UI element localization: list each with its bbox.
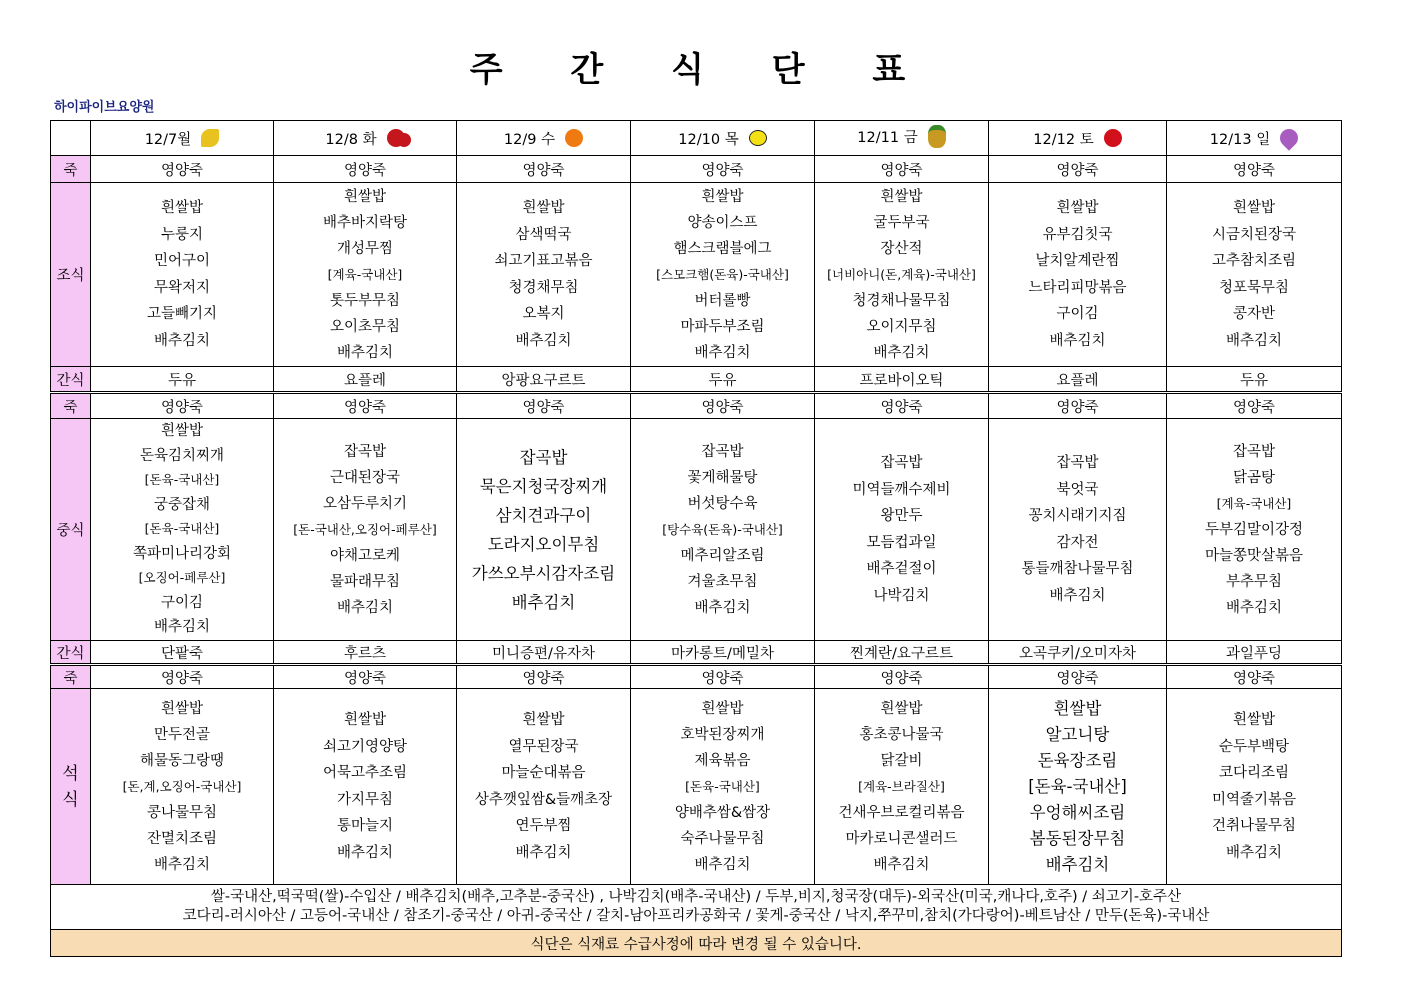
menu-cell: 영양죽 [1167,156,1342,183]
menu-cell [274,419,457,641]
menu-cell: 미니증편/유자차 [457,641,631,665]
apple-icon [1104,129,1122,147]
menu-cell: 영양죽 [457,393,631,419]
menu-cell: 영양죽 [989,393,1167,419]
menu-item: 묵은지청국장찌개 [479,476,608,496]
menu-cell [1167,419,1342,641]
menu-item: 배추김치 [1049,332,1106,349]
morning-snack-row [51,367,1342,393]
menu-cell: 영양죽 [631,665,815,689]
origin-line: 쌀-국내산,떡국떡(쌀)-수입산 / 배추김치(배추,고추분-중국산) , 나박김치(배추-국내산) / 두부,비지,청국장(대두)-외국산(미국,캐나다,호주) / 쇠고기-호주산 [210,889,1182,905]
lemon-icon [749,130,767,146]
menu-item: 배추김치 [1225,844,1283,861]
menu-item: [오징어-페루산] [138,570,226,586]
menu-item: [계육-국내산] [327,266,403,282]
menu-item: 가지무침 [336,791,394,808]
afternoon-snack-row [51,641,1342,665]
origin-info [51,885,1342,930]
menu-item: 배추김치 [336,844,394,861]
menu-item: 배추바지락탕 [322,214,408,231]
menu-item: 배추김치 [1049,587,1106,604]
menu-item: [돈육-국내산] [685,778,760,794]
menu-cell: 영양죽 [91,393,274,419]
menu-cell: 영양죽 [815,156,989,183]
menu-item: 마늘순대볶음 [501,765,586,781]
menu-cell [631,183,815,367]
menu-item: 미역줄기볶음 [1211,791,1297,808]
menu-cell [989,419,1167,641]
menu-item: 알고니탕 [1045,724,1110,744]
menu-item: 궁중잡채 [153,496,211,513]
menu-cell: 두유 [1167,367,1342,393]
menu-item: 버섯탕수육 [687,495,758,512]
menu-cell [989,689,1167,885]
lunch-porridge-row [51,393,1342,419]
menu-cell: 프로바이오틱 [815,367,989,393]
menu-cell [815,689,989,885]
menu-item: 흰쌀밥 [160,423,204,440]
menu-cell: 영양죽 [91,665,274,689]
menu-cell: 영양죽 [274,393,457,419]
menu-item: 배추김치 [153,856,211,873]
menu-item: 배추김치 [694,856,751,873]
menu-item: 마파두부조림 [680,318,765,335]
menu-item: 배추김치 [336,344,394,361]
menu-item: 열무된장국 [508,738,579,755]
menu-item: 쇠고기표고볶음 [494,253,593,269]
menu-item: 오이지무침 [866,318,937,335]
menu-cell: 영양죽 [1167,665,1342,689]
page-title: 주 간 식 단 표 [469,50,934,90]
menu-cell: 두유 [91,367,274,393]
menu-item: 흰쌀밥 [880,188,923,205]
menu-item: 쪽파미나리강회 [132,545,232,562]
grape-icon [1276,125,1301,150]
menu-cell [815,419,989,641]
menu-item: 햄스크램블에그 [673,240,772,257]
menu-cell: 영양죽 [457,156,631,183]
row-label-breakfast: 조식 [51,183,91,367]
menu-item: 나박김치 [873,587,930,604]
menu-item: 흰쌀밥 [1053,698,1102,718]
menu-cell [457,689,631,885]
menu-item: 삼색떡국 [515,226,572,243]
menu-item: 우엉해씨조림 [1029,802,1126,822]
menu-item: 홍초콩나물국 [859,726,944,743]
menu-cell [91,689,274,885]
menu-item: 배추김치 [153,619,211,636]
day-header: 12/11 금 [815,121,989,156]
weekly-menu-table [50,120,1342,957]
menu-item: 잡곡밥 [880,455,923,471]
dinner-row [51,689,1342,885]
row-label-lunch: 중식 [51,419,91,641]
menu-item: 콩나물무침 [146,804,218,821]
menu-cell: 영양죽 [989,665,1167,689]
menu-item: 구이김 [1056,306,1099,322]
notice-text: 식단은 식재료 수급사정에 따라 변경 될 수 있습니다. [51,930,1342,957]
menu-item: 부추무침 [1225,573,1283,590]
menu-item: 배추김치 [153,332,211,349]
pineapple-icon [928,125,946,148]
menu-item: [계육-브라질산] [858,778,945,794]
menu-item: 야채고로케 [329,547,401,564]
menu-item: 닭곰탕 [1232,469,1276,486]
menu-cell [631,689,815,885]
menu-item: 쇠고기영양탕 [322,738,408,755]
menu-item: 만두전골 [153,726,211,743]
origin-row [51,885,1342,930]
menu-cell: 과일푸딩 [1167,641,1342,665]
menu-cell [631,419,815,641]
menu-cell: 영양죽 [91,156,274,183]
breakfast-porridge-row [51,156,1342,183]
menu-item: 배추김치 [694,599,751,616]
day-header: 12/12 토 [989,121,1167,156]
row-label-porridge: 죽 [51,393,91,419]
menu-item: [탕수육(돈육)-국내산] [662,521,783,537]
menu-cell: 영양죽 [274,665,457,689]
menu-item: 흰쌀밥 [701,700,744,717]
menu-item: 배추김치 [1045,854,1110,874]
menu-item: 흰쌀밥 [1232,200,1276,216]
notice-row [51,930,1342,957]
menu-item: [계육-국내산] [1216,495,1292,511]
menu-cell: 앙팡요구르트 [457,367,631,393]
menu-item: 통마늘지 [336,818,394,834]
menu-item: 고들빼기지 [146,306,218,322]
menu-item: 누룽지 [160,226,204,243]
orange-icon [565,129,583,147]
menu-item: 숙주나물무침 [680,830,765,847]
menu-item: 마카로니콘샐러드 [845,830,958,847]
menu-cell: 영양죽 [457,665,631,689]
menu-item: [너비아니(돈,계육)-국내산] [827,266,976,282]
menu-item: 북엇국 [1056,481,1099,498]
menu-item: 흰쌀밥 [522,712,565,728]
menu-item: 흰쌀밥 [1056,200,1099,216]
menu-cell [815,183,989,367]
menu-item: 모듬컵과일 [866,534,937,551]
menu-item: 도라지오이무침 [487,534,600,554]
menu-item: [돈,계,오징어-국내산] [122,778,242,794]
menu-cell: 영양죽 [989,156,1167,183]
menu-item: 건새우브로컬리볶음 [838,804,965,821]
menu-cell [274,689,457,885]
day-header: 12/10 목 [631,121,815,156]
menu-cell: 요플레 [989,367,1167,393]
menu-cell [1167,689,1342,885]
banana-icon [201,129,219,147]
dinner-porridge-row [51,665,1342,689]
menu-item: 코다리조림 [1218,765,1290,781]
menu-item: 배추김치 [873,344,930,361]
breakfast-row [51,183,1342,367]
menu-item: [돈육-국내산] [1028,776,1127,796]
menu-item: 근대된장국 [329,469,401,486]
menu-cell: 오곡쿠키/오미자차 [989,641,1167,665]
menu-item: 버터롤빵 [694,292,751,309]
menu-item: 제육볶음 [694,752,751,769]
menu-item: 흰쌀밥 [343,188,387,205]
menu-item: [돈육-국내산] [144,521,220,537]
menu-item: 장산적 [880,240,923,257]
menu-item: 오복지 [522,306,565,322]
menu-cell [989,183,1167,367]
menu-item: 배추김치 [515,844,572,861]
menu-item: 느타리피망볶음 [1028,279,1127,296]
menu-item: 호박된장찌개 [680,726,765,743]
menu-item: 흰쌀밥 [160,200,204,216]
menu-item: 상추깻잎쌈&들깨초장 [474,791,613,808]
menu-item: 콩자반 [1232,306,1276,322]
menu-item: 오삼두루치기 [322,495,408,512]
day-header: 12/9 수 [457,121,631,156]
menu-cell [91,183,274,367]
menu-item: 배추겉절이 [866,561,937,577]
row-label-snack: 간식 [51,641,91,665]
menu-cell [457,183,631,367]
menu-item: 마늘쫑맛살볶음 [1204,547,1304,564]
menu-item: 배추김치 [1225,332,1283,349]
menu-item: 날치알계란찜 [1035,253,1120,269]
menu-item: 물파래무침 [329,573,401,590]
menu-cell: 영양죽 [815,665,989,689]
day-header-row [51,121,1342,156]
menu-item: 시금치된장국 [1211,226,1297,243]
lunch-row [51,419,1342,641]
menu-item: 양배추쌈&쌈장 [674,804,771,821]
menu-item: 순두부백탕 [1218,738,1290,755]
menu-item: 잡곡밥 [1232,443,1276,460]
menu-item: 톳두부무침 [329,292,401,309]
menu-cell [1167,183,1342,367]
menu-item: 닭갈비 [880,752,923,769]
day-header: 12/8 화 [274,121,457,156]
corner-cell [51,121,91,156]
menu-item: 청경채무침 [508,279,579,296]
menu-item: 어묵고추조림 [322,765,408,781]
menu-item: 유부김칫국 [1042,226,1113,243]
menu-cell: 영양죽 [815,393,989,419]
menu-item: [돈육-국내산] [144,472,220,488]
origin-line: 코다리-러시아산 / 고등어-국내산 / 참조기-중국산 / 아귀-중국산 / 갈치-남아프리카공화국 / 꽃게-중국산 / 낙지,쭈꾸미,참치(가다랑어)-베트남산 / 만두(돈육)-국내산 [182,908,1210,924]
menu-item: 청포묵무침 [1218,279,1290,296]
menu-item: 꽁치시래기지짐 [1028,508,1127,524]
menu-item: 왕만두 [880,508,923,524]
menu-cell: 영양죽 [631,393,815,419]
row-label-dinner: 석 식 [51,689,91,885]
menu-cell: 영양죽 [631,156,815,183]
menu-item: 흰쌀밥 [343,712,387,728]
row-label-snack: 간식 [51,367,91,393]
menu-item: 개성무찜 [336,240,394,257]
menu-item: 고추참치조림 [1211,253,1297,269]
menu-item: 배추김치 [515,332,572,349]
menu-item: 흰쌀밥 [522,200,565,216]
facility-name: 하이파이브요양원 [54,100,155,115]
menu-item: 돈육장조림 [1037,750,1118,770]
menu-item: 구이김 [160,594,204,611]
menu-item: 굴두부국 [873,214,930,231]
menu-cell: 요플레 [274,367,457,393]
menu-item: 배추김치 [1225,599,1283,616]
row-label-porridge: 죽 [51,156,91,183]
menu-cell: 영양죽 [1167,393,1342,419]
menu-item: 배추김치 [694,344,751,361]
menu-item: 무왁저지 [153,279,211,296]
menu-item: 메추리알조림 [680,547,765,564]
menu-cell: 마카롱트/메밀차 [631,641,815,665]
menu-cell: 단팥죽 [91,641,274,665]
menu-cell: 영양죽 [274,156,457,183]
menu-item: 가쓰오부시감자조림 [471,563,616,583]
menu-item: 미역들깨수제비 [852,481,951,498]
cherry-icon [387,129,405,147]
menu-item: 오이초무침 [329,318,401,335]
menu-item: [돈-국내산,오징어-페루산] [293,521,437,537]
menu-item: 통들깨참나물무침 [1021,561,1134,577]
menu-cell: 후르츠 [274,641,457,665]
menu-item: 감자전 [1056,534,1099,551]
menu-item: 돈육김치찌개 [139,447,225,464]
menu-item: 봄동된장무침 [1029,828,1126,848]
menu-item: 연두부찜 [515,818,572,834]
menu-item: 해물동그랑땡 [139,752,225,769]
menu-item: 흰쌀밥 [880,700,923,717]
menu-item: 잡곡밥 [343,443,387,460]
menu-cell: 찐계란/요구르트 [815,641,989,665]
menu-item: 잔멸치조림 [146,830,218,847]
menu-item: 건취나물무침 [1211,818,1297,834]
menu-item: 흰쌀밥 [1232,712,1276,728]
day-header: 12/7월 [91,121,274,156]
menu-item: 잡곡밥 [1056,455,1099,471]
menu-item: 두부김말이강정 [1204,521,1304,538]
menu-item: 배추김치 [873,856,930,873]
menu-item: 흰쌀밥 [701,188,744,205]
menu-item: 잡곡밥 [701,443,744,460]
row-label-porridge: 죽 [51,665,91,689]
menu-item: 청경채나물무침 [852,292,951,309]
menu-cell [274,183,457,367]
menu-cell [457,419,631,641]
menu-item: 양송이스프 [687,214,758,231]
menu-item: 민어구이 [153,253,211,269]
menu-item: 꽃게해물탕 [687,469,758,486]
menu-item: 잡곡밥 [519,447,568,467]
menu-cell [91,419,274,641]
menu-item: [스모크햄(돈육)-국내산] [656,266,789,282]
menu-item: 흰쌀밥 [160,700,204,717]
menu-item: 배추김치 [511,592,576,612]
menu-item: 삼치견과구이 [495,505,592,525]
day-header: 12/13 일 [1167,121,1342,156]
menu-item: 배추김치 [336,599,394,616]
menu-cell: 두유 [631,367,815,393]
menu-item: 겨울초무침 [687,573,758,590]
